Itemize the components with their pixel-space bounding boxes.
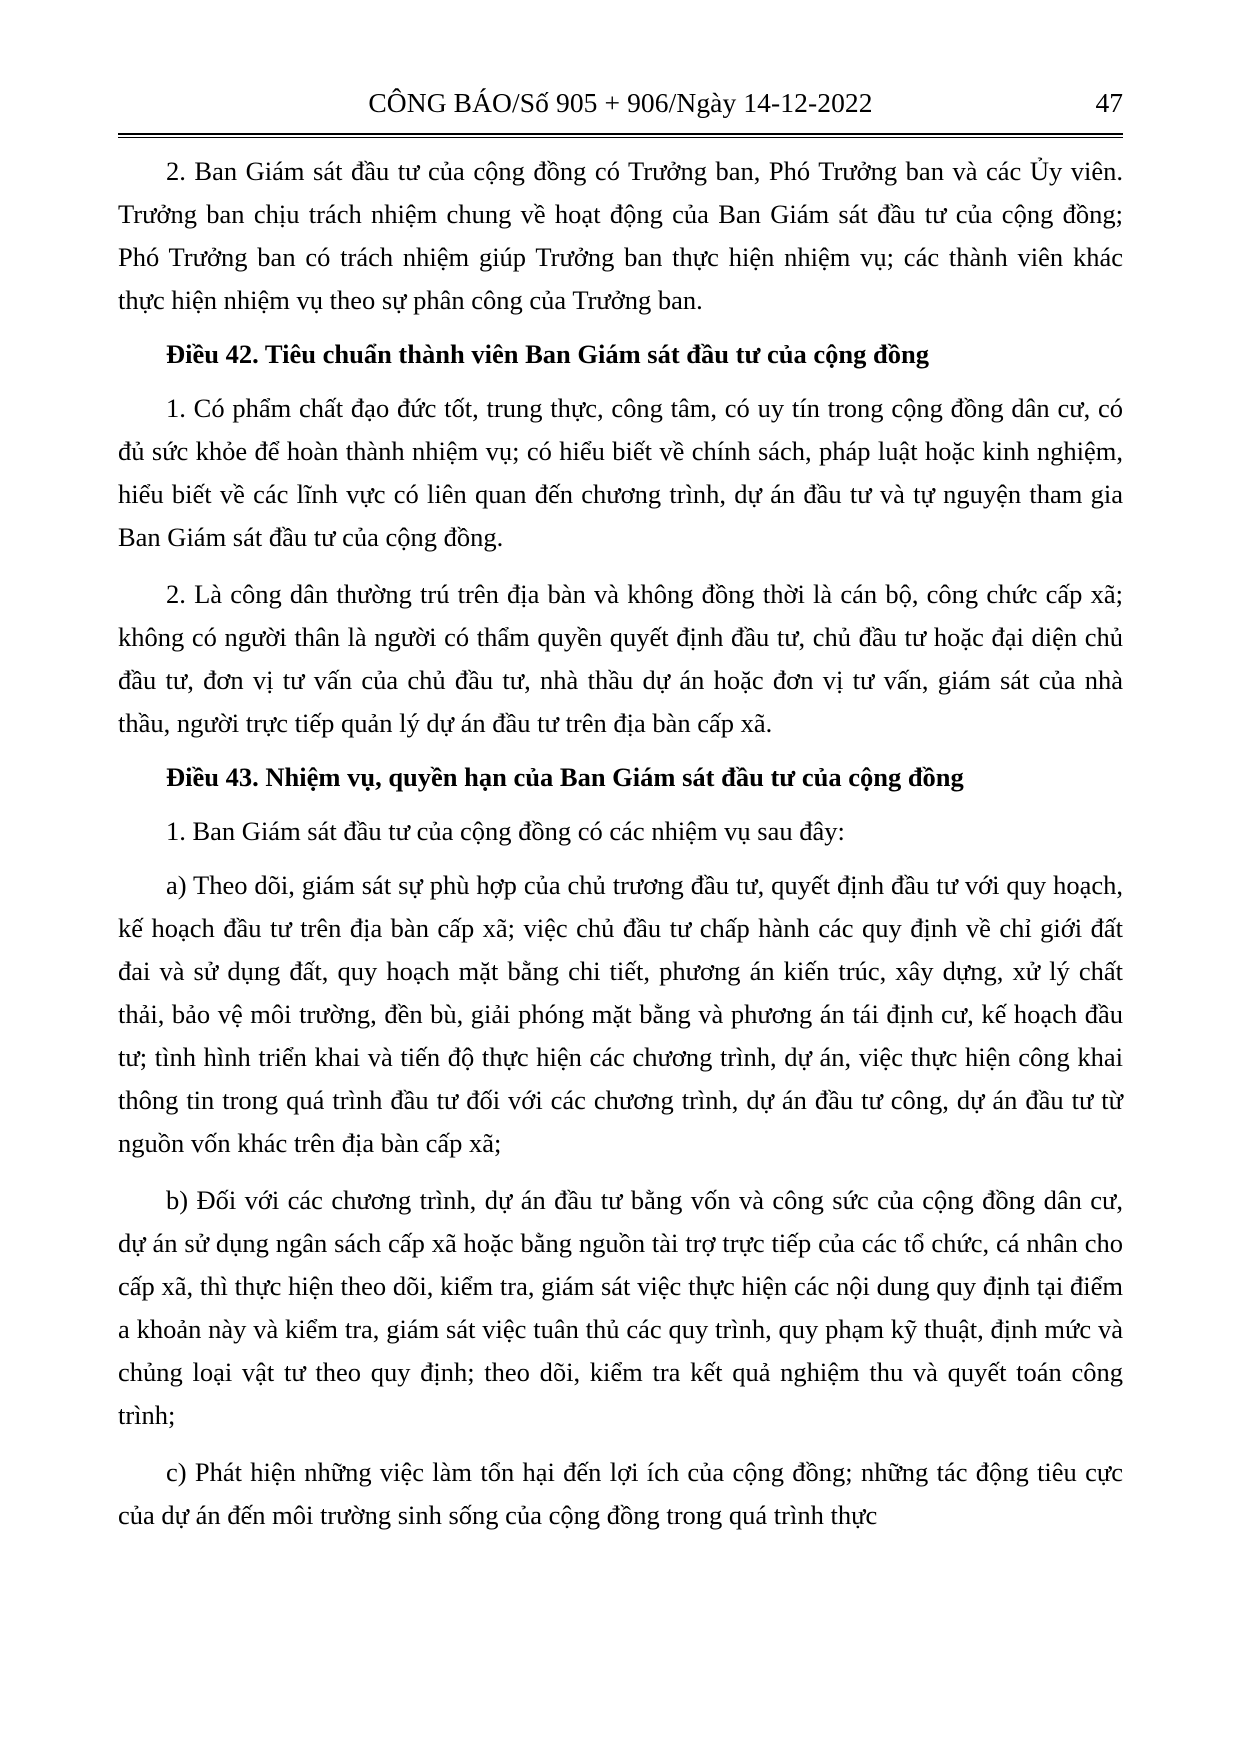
spacer: [118, 322, 1123, 333]
paragraph-dieu43-diem-c: c) Phát hiện những việc làm tổn hại đến lợi ích của cộng đồng; những tác động tiêu cực của dự án đến môi trường sinh sống của cộng đồng trong quá trình thực: [118, 1457, 1123, 1530]
spacer: [118, 559, 1123, 573]
paragraph-dieu43-khoan1: 1. Ban Giám sát đầu tư của cộng đồng có các nhiệm vụ sau đây:: [166, 816, 845, 846]
spacer: [118, 799, 1123, 810]
spacer: [118, 1437, 1123, 1451]
paragraph-dieu42-khoan2: 2. Là công dân thường trú trên địa bàn và không đồng thời là cán bộ, công chức cấp xã; không có người thân là người có thẩm quyền quyết định đầu tư, chủ đầu tư hoặc đại diện chủ đầu tư, đơn vị tư vấn của chủ đầu tư, nhà thầu dự án hoặc đơn vị tư vấn, giám sát của nhà thầu, người trực tiếp quản lý dự án đầu tư trên địa bàn cấp xã.: [118, 579, 1123, 738]
spacer: [118, 1165, 1123, 1179]
document-body: [118, 150, 1123, 1537]
header-divider: [118, 133, 1123, 138]
spacer: [118, 376, 1123, 387]
paragraph-dieu43-diem-a: a) Theo dõi, giám sát sự phù hợp của chủ trương đầu tư, quyết định đầu tư với quy hoạch, kế hoạch đầu tư trên địa bàn cấp xã; việc chủ đầu tư chấp hành các quy định về chỉ giới đất đai và sử dụng đất, quy hoạch mặt bằng chi tiết, phương án kiến trúc, xây dựng, xử lý chất thải, bảo vệ môi trường, đền bù, giải phóng mặt bằng và phương án tái định cư, kế hoạch đầu tư; tình hình triển khai và tiến độ thực hiện các chương trình, dự án, việc thực hiện công khai thông tin trong quá trình đầu tư đối với các chương trình, dự án đầu tư công, dự án đầu tư từ nguồn vốn khác trên địa bàn cấp xã;: [118, 870, 1123, 1158]
heading-dieu-42: Điều 42. Tiêu chuẩn thành viên Ban Giám sát đầu tư của cộng đồng: [166, 339, 929, 369]
paragraph-dieu42-khoan1: 1. Có phẩm chất đạo đức tốt, trung thực, công tâm, có uy tín trong cộng đồng dân cư, có đủ sức khỏe để hoàn thành nhiệm vụ; có hiểu biết về chính sách, pháp luật hoặc kinh nghiệm, hiểu biết về các lĩnh vực có liên quan đến chương trình, dự án đầu tư và tự nguyện tham gia Ban Giám sát đầu tư của cộng đồng.: [118, 393, 1123, 552]
spacer: [118, 853, 1123, 864]
page-number: 47: [1095, 87, 1123, 118]
header-rule-thin: [118, 137, 1123, 138]
paragraph-dieu41-khoan2: 2. Ban Giám sát đầu tư của cộng đồng có Trưởng ban, Phó Trưởng ban và các Ủy viên. Trưởng ban chịu trách nhiệm chung về hoạt động của Ban Giám sát đầu tư của cộng đồng; Phó Trưởng ban có trách nhiệm giúp Trưởng ban thực hiện nhiệm vụ; các thành viên khác thực hiện nhiệm vụ theo sự phân công của Trưởng ban.: [118, 156, 1123, 315]
page-header: [118, 88, 1123, 132]
spacer: [118, 745, 1123, 756]
paragraph-dieu43-diem-b: b) Đối với các chương trình, dự án đầu tư bằng vốn và công sức của cộng đồng dân cư, dự án sử dụng ngân sách cấp xã hoặc bằng nguồn tài trợ trực tiếp của các tổ chức, cá nhân cho cấp xã, thì thực hiện theo dõi, kiểm tra, giám sát việc thực hiện các nội dung quy định tại điểm a khoản này và kiểm tra, giám sát việc tuân thủ các quy trình, quy phạm kỹ thuật, định mức và chủng loại vật tư theo quy định; theo dõi, kiểm tra kết quả nghiệm thu và quyết toán công trình;: [118, 1185, 1123, 1430]
heading-dieu-43: Điều 43. Nhiệm vụ, quyền hạn của Ban Giám sát đầu tư của cộng đồng: [166, 762, 964, 792]
header-title: CÔNG BÁO/Số 905 + 906/Ngày 14-12-2022: [368, 87, 873, 118]
